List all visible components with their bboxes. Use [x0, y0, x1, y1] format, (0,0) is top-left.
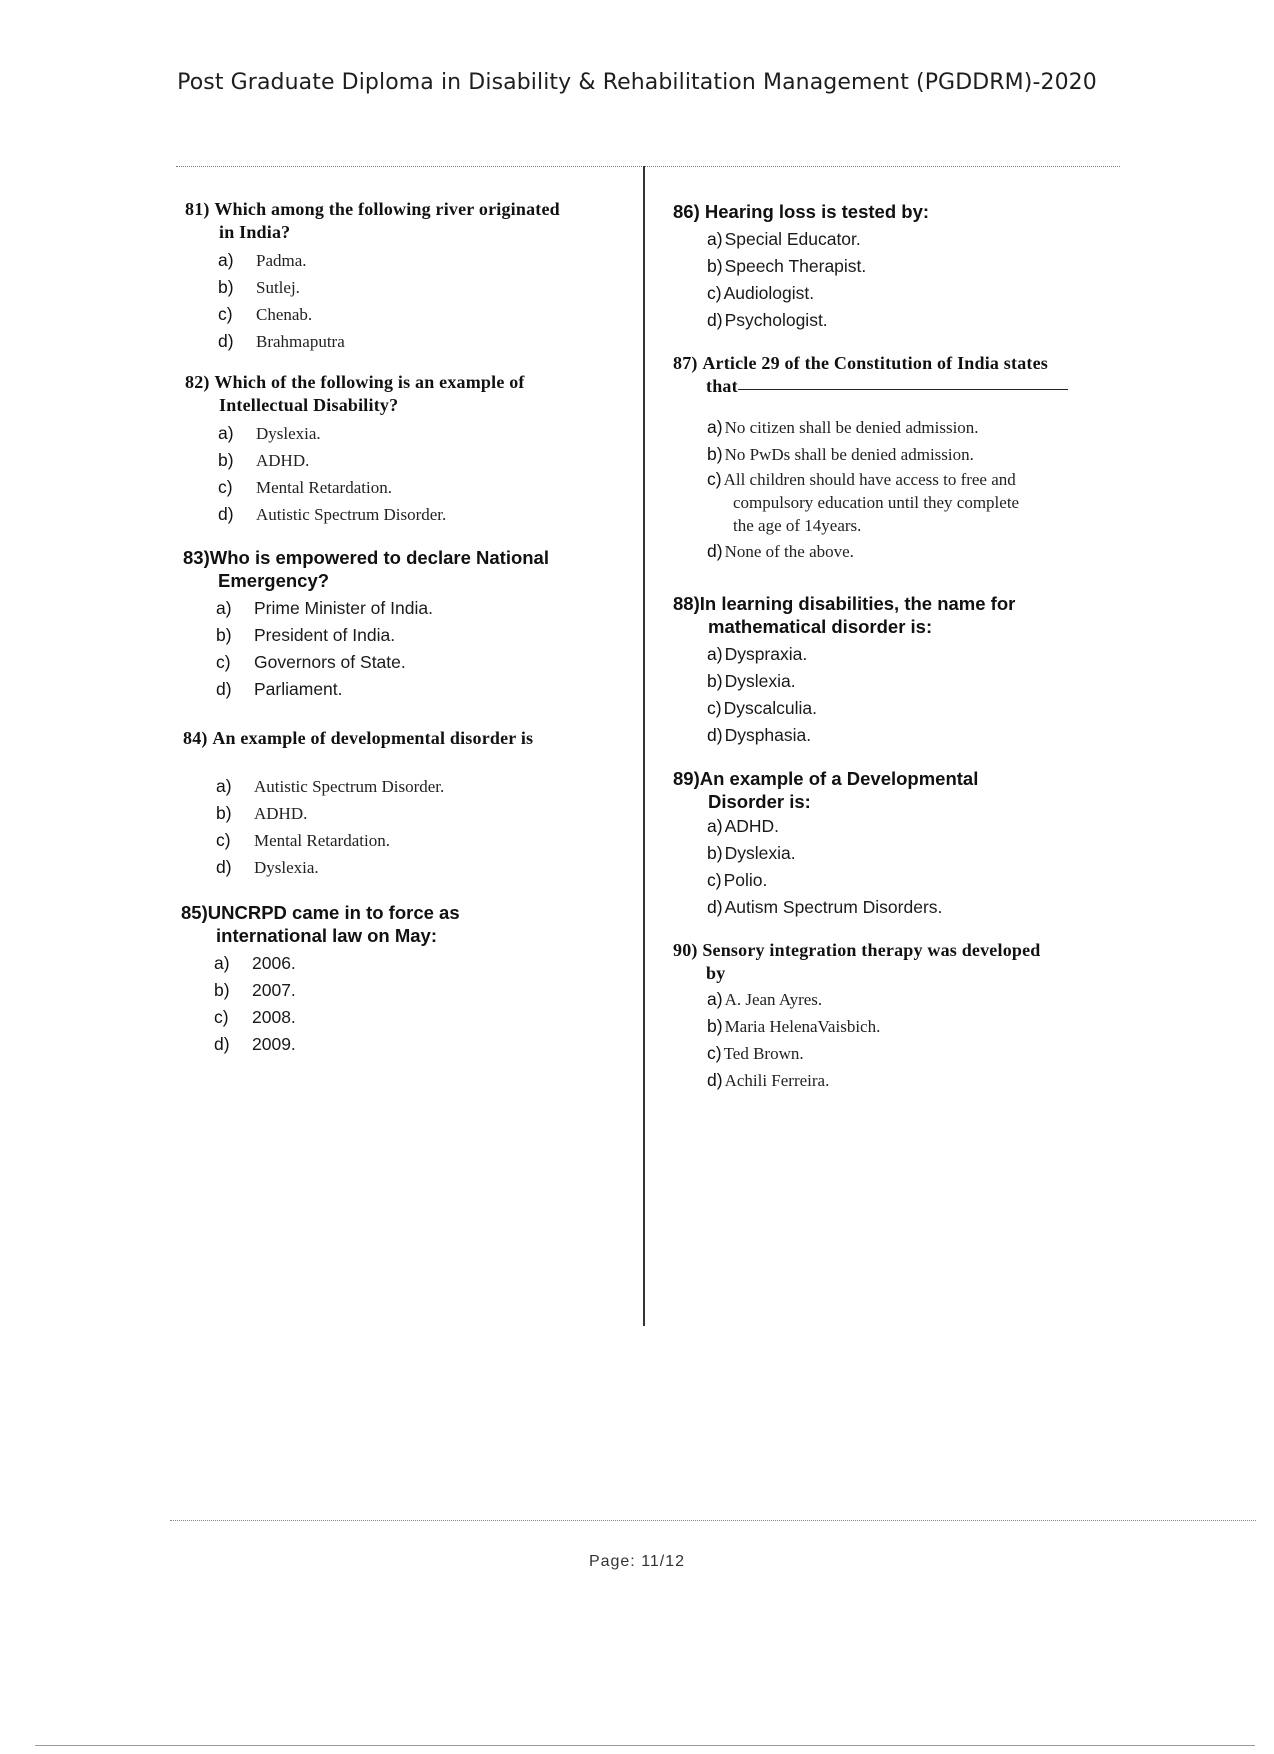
column-divider: [643, 166, 645, 1326]
option-c: c) All children should have access to free and compulsory education until they complete the age of 14years.: [707, 469, 1020, 535]
option-d: d) Achili Ferreira.: [707, 1070, 830, 1090]
question-text-cont: international law on May:: [216, 925, 437, 946]
option-d: d) Parliament.: [216, 679, 343, 699]
question-86: [673, 200, 1103, 334]
question-85: [181, 901, 626, 1058]
option-b: b) Dyslexia.: [707, 671, 796, 691]
question-89: [673, 767, 1113, 921]
question-text: Which among the following river originated: [214, 199, 560, 219]
option-c: c) 2008.: [214, 1007, 296, 1027]
options-list: [183, 595, 628, 703]
option-b: b) 2007.: [214, 980, 296, 1000]
option-d: d) Dysphasia.: [707, 725, 812, 745]
footer-divider: [170, 1520, 1256, 1521]
question-90: [673, 939, 1113, 1094]
question-number: 88): [673, 593, 700, 614]
question-number: 82): [185, 372, 210, 392]
question-81: [185, 198, 625, 355]
question-text: Which of the following is an example of: [214, 372, 525, 392]
option-c: c) Mental Retardation.: [216, 830, 390, 850]
option-a: a) Prime Minister of India.: [216, 598, 433, 618]
option-d: d) None of the above.: [707, 541, 854, 561]
question-number: 83): [183, 547, 210, 568]
question-text-cont: that: [706, 376, 738, 396]
page-header-title: Post Graduate Diploma in Disability & Rehabilitation Management (PGDDRM)-2020: [177, 70, 1097, 95]
options-list: [673, 641, 1113, 749]
option-d: d) 2009.: [214, 1034, 296, 1054]
options-list: [185, 420, 625, 528]
option-c: c) Mental Retardation.: [218, 477, 392, 497]
option-d: d) Psychologist.: [707, 310, 828, 330]
question-text-cont: Emergency?: [218, 570, 330, 591]
option-a: a) Padma.: [218, 250, 307, 270]
question-text: An example of developmental disorder is: [212, 728, 534, 748]
question-text-cont: Intellectual Disability?: [219, 395, 399, 415]
question-text: An example of a Developmental: [699, 768, 979, 789]
question-text: Sensory integration therapy was developed: [702, 940, 1041, 960]
option-a: a) Special Educator.: [707, 229, 861, 249]
option-c: c) Dyscalculia.: [707, 698, 817, 718]
option-d: d) Autism Spectrum Disorders.: [707, 897, 943, 917]
question-number: 85): [181, 902, 208, 923]
options-list: [673, 226, 1103, 334]
answer-blank: [738, 375, 1068, 390]
option-a: a) A. Jean Ayres.: [707, 989, 823, 1009]
question-number: 86): [673, 201, 700, 222]
option-a: a) 2006.: [214, 953, 296, 973]
question-text-cont: in India?: [219, 222, 291, 242]
option-d: d) Brahmaputra: [218, 331, 345, 351]
option-b: b) Sutlej.: [218, 277, 300, 297]
question-text-cont: mathematical disorder is:: [708, 616, 933, 637]
option-d: d) Autistic Spectrum Disorder.: [218, 504, 447, 524]
option-b: b) ADHD.: [216, 803, 308, 823]
option-d: d) Dyslexia.: [216, 857, 319, 877]
options-list: [673, 414, 1113, 565]
option-b: b) Speech Therapist.: [707, 256, 867, 276]
option-a: a) ADHD.: [707, 816, 780, 836]
option-a: a) Dyspraxia.: [707, 644, 808, 664]
option-c: c) Ted Brown.: [707, 1043, 804, 1063]
question-text: UNCRPD came in to force as: [207, 902, 460, 923]
question-text-cont: by: [706, 963, 726, 983]
options-list: [673, 986, 1113, 1094]
option-c: c) Polio.: [707, 870, 768, 890]
question-number: 81): [185, 199, 210, 219]
option-a: a) Autistic Spectrum Disorder.: [216, 776, 445, 796]
question-87: [673, 352, 1113, 565]
option-b: b) No PwDs shall be denied admission.: [707, 444, 974, 464]
option-c: c) Governors of State.: [216, 652, 406, 672]
page-number: Page: 11/12: [588, 1553, 686, 1570]
option-b: b) ADHD.: [218, 450, 310, 470]
question-number: 84): [183, 728, 208, 748]
options-list: [185, 247, 625, 355]
page-edge-line: [35, 1745, 1255, 1746]
question-82: [185, 371, 625, 528]
question-number: 89): [673, 768, 700, 789]
question-number: 87): [673, 353, 698, 373]
question-number: 90): [673, 940, 698, 960]
option-a: a) Dyslexia.: [218, 423, 321, 443]
option-b: b) Dyslexia.: [707, 843, 796, 863]
question-88: [673, 592, 1113, 749]
question-text-cont: Disorder is:: [708, 791, 811, 812]
option-c: c) Audiologist.: [707, 283, 815, 303]
options-list: [183, 773, 628, 881]
question-text: In learning disabilities, the name for: [699, 593, 1016, 614]
options-list: [673, 813, 1113, 921]
question-text: Who is empowered to declare National: [209, 547, 549, 568]
question-84: [183, 727, 628, 881]
options-list: [181, 950, 626, 1058]
question-text: Article 29 of the Constitution of India states: [702, 353, 1048, 373]
question-83: [183, 546, 628, 703]
option-b: b) President of India.: [216, 625, 396, 645]
option-a: a) No citizen shall be denied admission.: [707, 417, 979, 437]
option-b: b) Maria HelenaVaisbich.: [707, 1016, 881, 1036]
question-text: Hearing loss is tested by:: [704, 201, 930, 222]
option-c: c) Chenab.: [218, 304, 313, 324]
header-divider: [176, 166, 1120, 167]
